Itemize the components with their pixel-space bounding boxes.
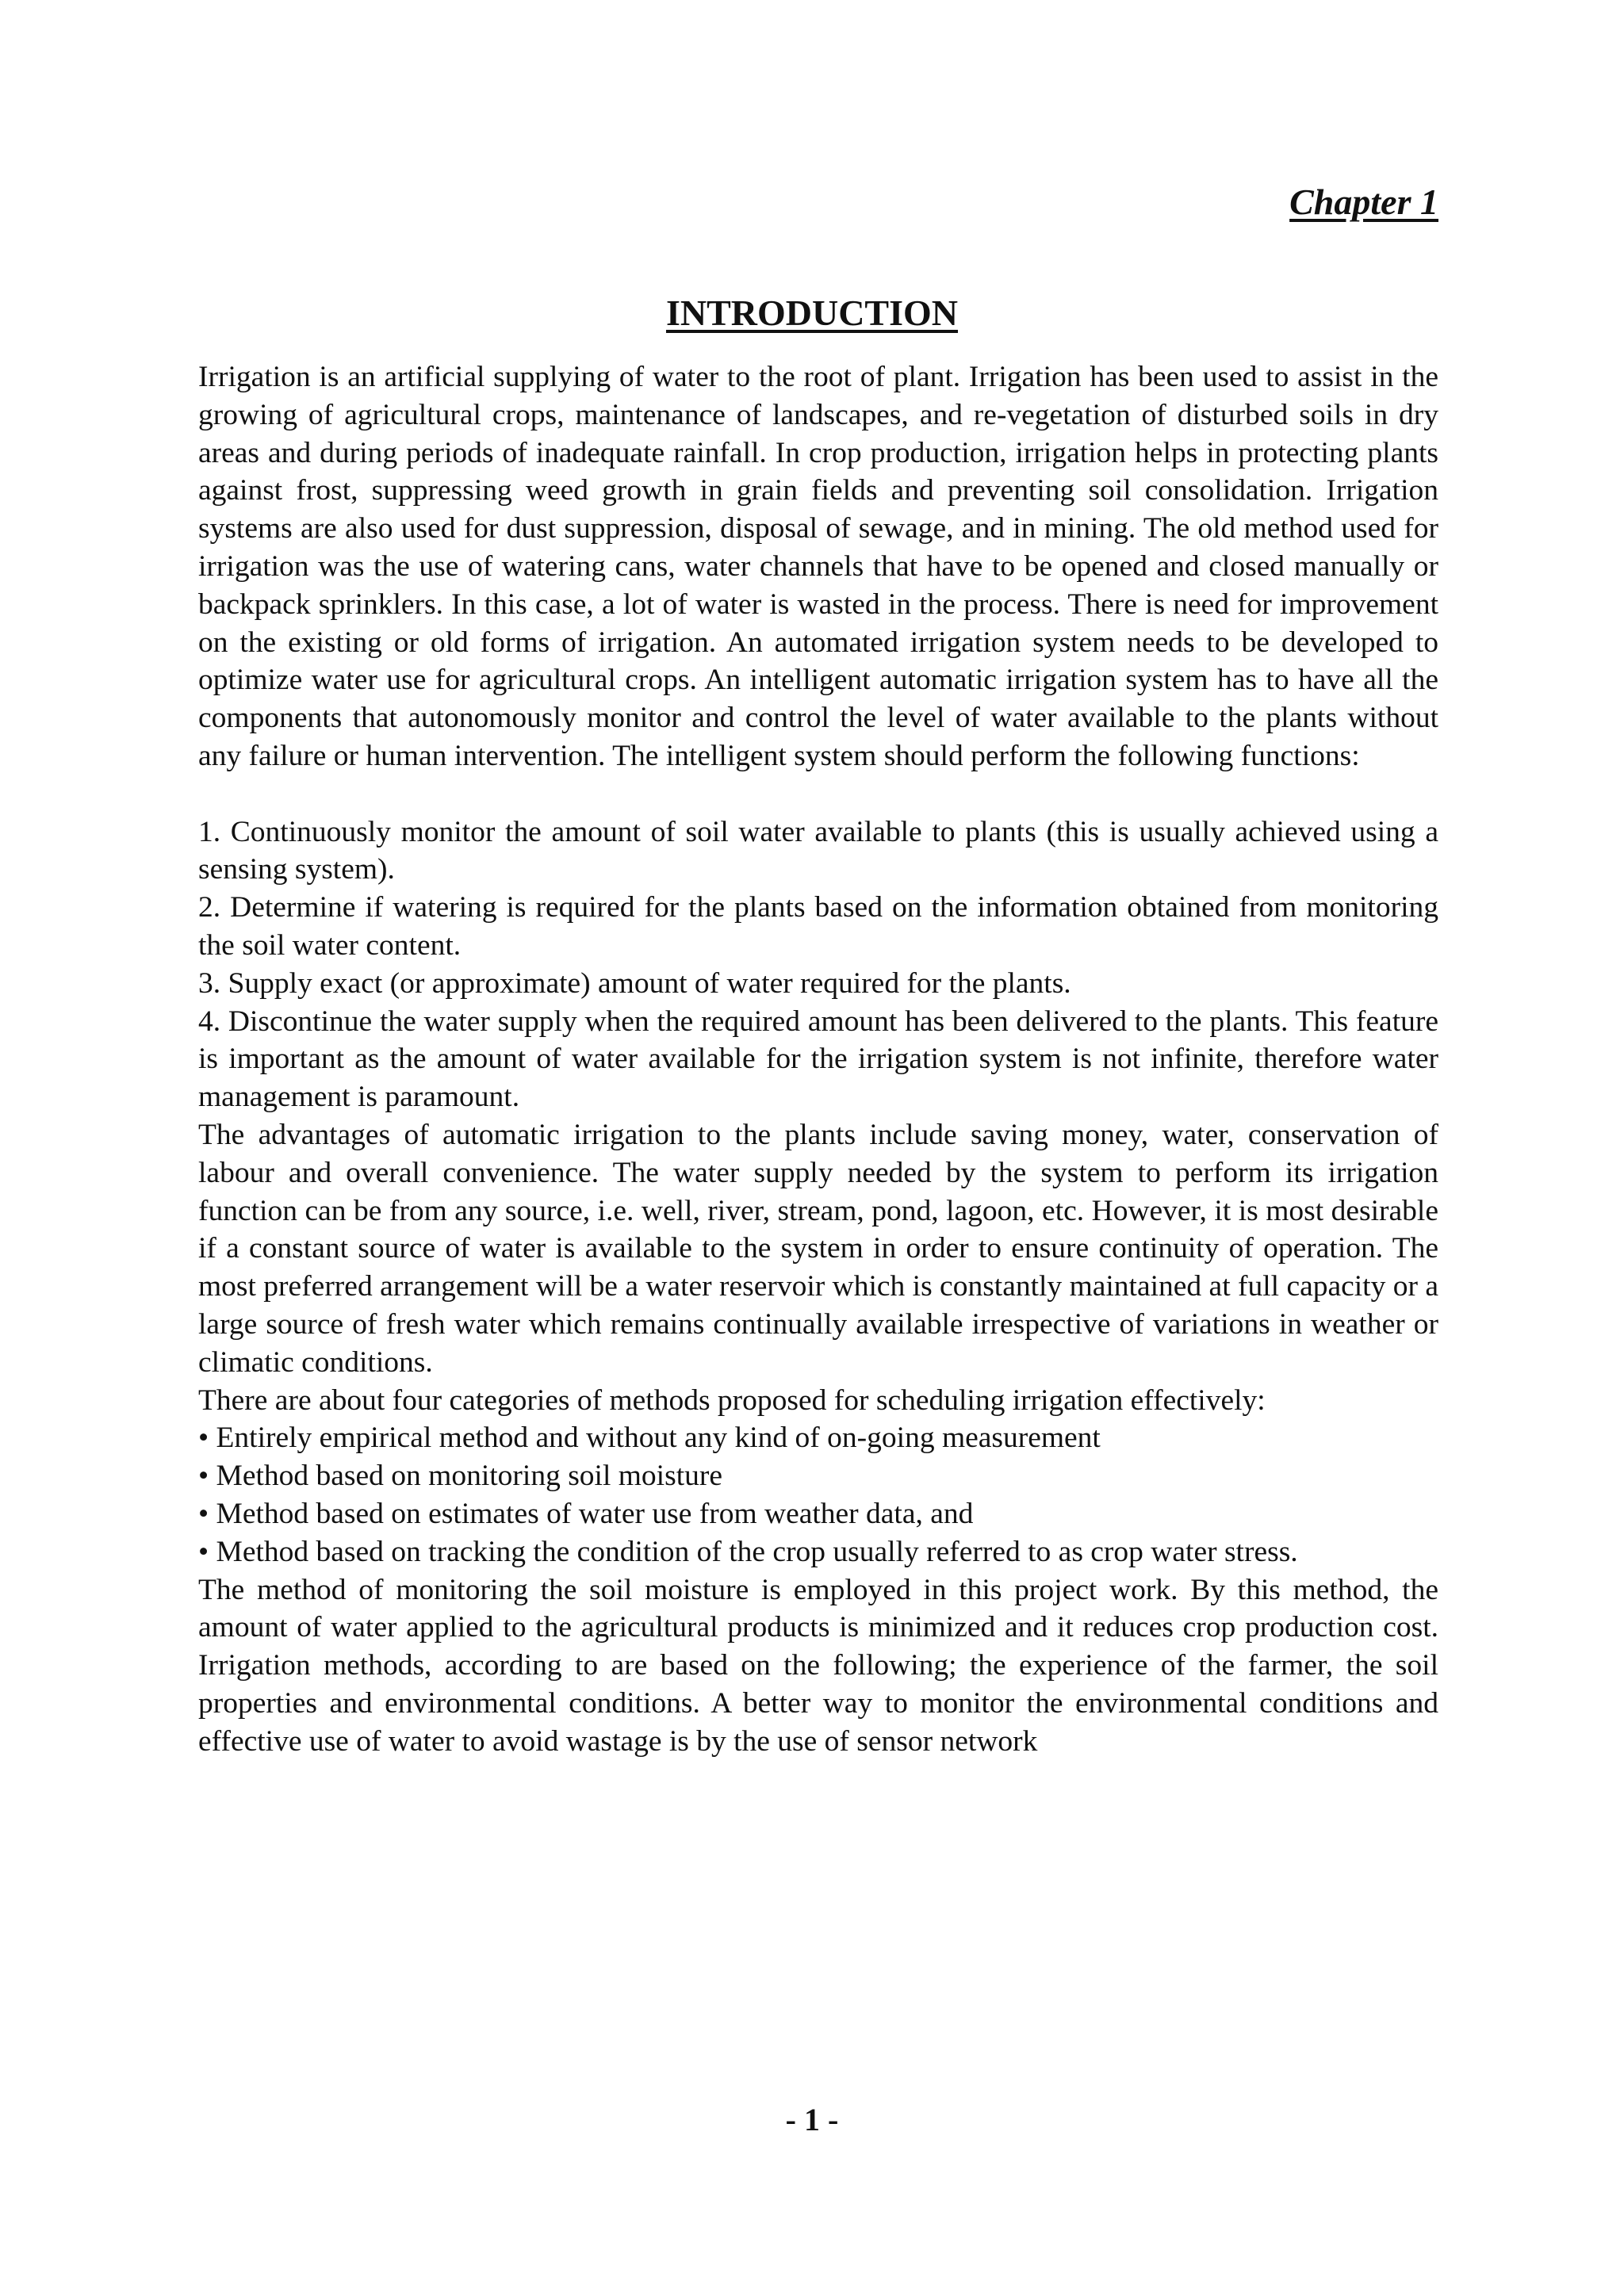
list-item: 3. Supply exact (or approximate) amount of water required for the plants.	[198, 966, 1071, 1000]
categories-intro: There are about four categories of methods proposed for scheduling irrigation effectively:	[198, 1383, 1266, 1417]
list-item: 2. Determine if watering is required for the plants based on the information obtained from monitoring the soil water content.	[198, 891, 1438, 962]
page-number: - 1 -	[785, 2102, 839, 2137]
advantages-paragraph: The advantages of automatic irrigation to the plants include saving money, water, conservation of labour and overall convenience. The water supply needed by the system to perform its irrigation function can be from any source, i.e. well, river, stream, pond, lagoon, etc. However, it is most desirable if a constant source of water is available to the system in order to ensure continuity of operation. The most preferred arrangement will be a water reservoir which is constantly maintained at full capacity or a large source of fresh water which remains continually available irrespective of variations in weather or climatic conditions.	[198, 1118, 1438, 1379]
bullet-item: • Method based on tracking the condition of the crop usually referred to as crop water stress.	[198, 1535, 1298, 1568]
functions-list	[198, 813, 1438, 1116]
chapter-label: Chapter 1	[1289, 182, 1438, 222]
page-title: INTRODUCTION	[665, 293, 959, 333]
closing-paragraph: The method of monitoring the soil moisture is employed in this project work. By this method, the amount of water applied to the agricultural products is minimized and it reduces crop production cost. Irrigation methods, according to are based on the following; the experience of the farmer, the soil properties and environmental conditions. A better way to monitor the environmental conditions and effective use of water to avoid wastage is by the use of sensor network	[198, 1573, 1438, 1758]
categories-list	[198, 1419, 1438, 1571]
intro-paragraph: Irrigation is an artificial supplying of water to the root of plant. Irrigation has been used to assist in the growing of agricultural crops, maintenance of landscapes, and re-vegetation of disturbed soils in dry areas and during periods of inadequate rainfall. In crop production, irrigation helps in protecting plants against frost, suppressing weed growth in grain fields and preventing soil consolidation. Irrigation systems are also used for dust suppression, disposal of sewage, and in mining. The old method used for irrigation was the use of watering cans, water channels that have to be opened and closed manually or backpack sprinklers. In this case, a lot of water is wasted in the process. There is need for improvement on the existing or old forms of irrigation. An automated irrigation system needs to be developed to optimize water use for agricultural crops. An intelligent automatic irrigation system has to have all the components that autonomously monitor and control the level of water available to the plants without any failure or human intervention. The intelligent system should perform the following functions:	[198, 361, 1438, 772]
bullet-item: • Method based on monitoring soil moisture	[198, 1460, 722, 1493]
list-item: 1. Continuously monitor the amount of soil water available to plants (this is usually achieved using a sensing system).	[198, 815, 1438, 886]
document-body	[198, 358, 1438, 1760]
bullet-item: • Method based on estimates of water use from weather data, and	[198, 1497, 974, 1530]
bullet-item: • Entirely empirical method and without any kind of on-going measurement	[198, 1422, 1101, 1455]
list-item: 4. Discontinue the water supply when the required amount has been delivered to the plants. This feature is important as the amount of water available for the irrigation system is not infinite, therefore water management is paramount.	[198, 1004, 1438, 1114]
